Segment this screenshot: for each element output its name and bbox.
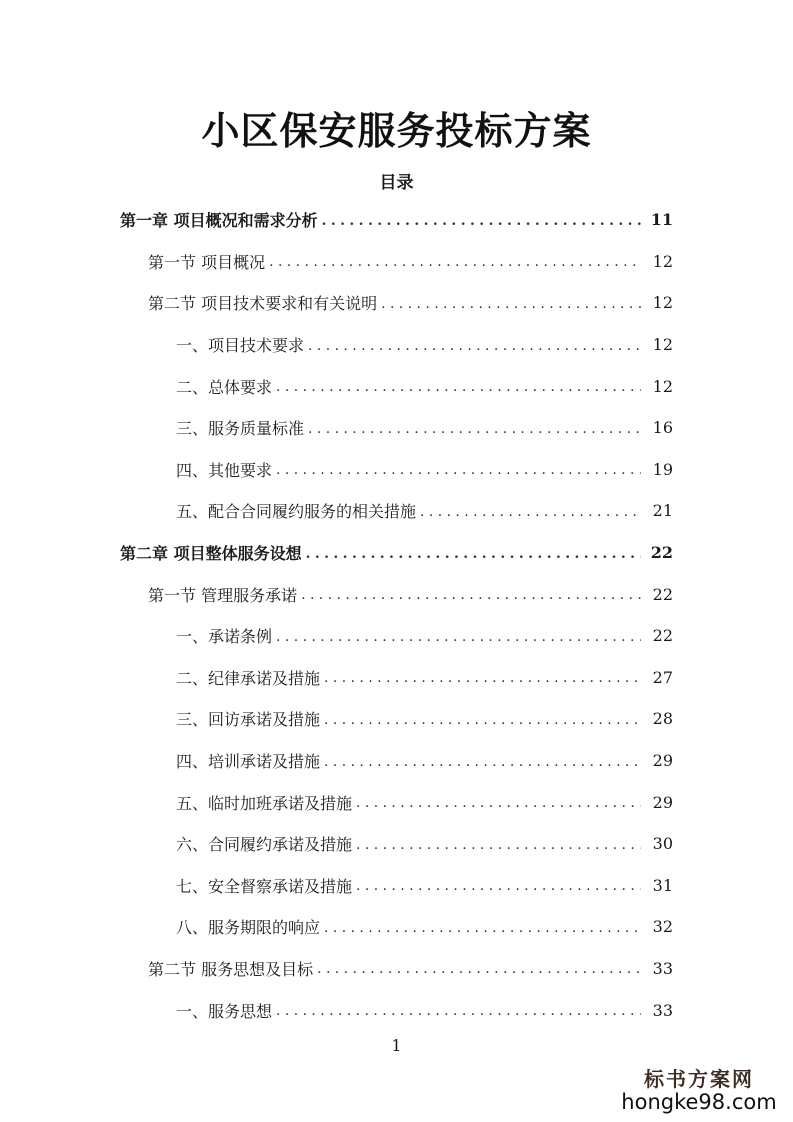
- toc-entry-section[interactable]: [0, 948, 793, 990]
- toc-entry-page: 28: [652, 709, 673, 729]
- toc-entry-page: 16: [652, 418, 673, 438]
- dot-leader: [356, 878, 641, 894]
- toc-entry-page: 30: [652, 834, 673, 854]
- toc-entry-page: 12: [652, 376, 673, 396]
- toc-entry-item[interactable]: [0, 823, 793, 865]
- dot-leader: [420, 504, 641, 520]
- toc-entry-page: 31: [652, 875, 673, 895]
- toc-entry-label: 四、培训承诺及措施: [176, 752, 321, 772]
- toc-entry-page: 12: [652, 251, 673, 271]
- toc-entry-page: 19: [652, 459, 673, 479]
- table-of-contents: [0, 199, 793, 1031]
- dot-leader: [269, 254, 641, 270]
- dot-leader: [276, 462, 641, 478]
- toc-entry-label: 六、合同履约承诺及措施: [176, 835, 353, 855]
- toc-entry-page: 21: [652, 501, 673, 521]
- toc-entry-label: 二、总体要求: [176, 377, 273, 397]
- toc-entry-item[interactable]: [0, 781, 793, 823]
- toc-entry-item[interactable]: [0, 740, 793, 782]
- toc-entry-item[interactable]: [0, 365, 793, 407]
- toc-entry-page: 32: [652, 917, 673, 937]
- toc-entry-page: 12: [652, 293, 673, 313]
- toc-entry-label: 三、回访承诺及措施: [176, 710, 321, 730]
- toc-entry-page: 29: [652, 751, 673, 771]
- toc-entry-item[interactable]: [0, 906, 793, 948]
- toc-entry-label: 第二节 服务思想及目标: [148, 959, 314, 979]
- toc-entry-label: 三、服务质量标准: [176, 419, 305, 439]
- dot-leader: [324, 754, 641, 770]
- toc-entry-page: 27: [652, 667, 673, 687]
- dot-leader: [324, 670, 641, 686]
- toc-entry-item[interactable]: [0, 615, 793, 657]
- toc-entry-label: 五、临时加班承诺及措施: [176, 793, 353, 813]
- toc-entry-page: 22: [650, 543, 673, 563]
- page-number: 1: [391, 1036, 402, 1055]
- toc-entry-label: 八、服务期限的响应: [176, 918, 321, 938]
- toc-entry-label: 一、承诺条例: [176, 627, 273, 647]
- toc-entry-label: 第一节 项目概况: [148, 252, 266, 272]
- dot-leader: [356, 795, 641, 811]
- dot-leader: [356, 837, 641, 853]
- toc-entry-item[interactable]: [0, 865, 793, 907]
- toc-entry-item[interactable]: [0, 657, 793, 699]
- dot-leader: [322, 213, 641, 229]
- dot-leader: [306, 546, 641, 562]
- toc-entry-label: 第一章 项目概况和需求分析: [120, 211, 318, 231]
- toc-entry-page: 33: [652, 958, 673, 978]
- dot-leader: [317, 961, 641, 977]
- toc-entry-label: 第一节 管理服务承诺: [148, 585, 298, 605]
- dot-leader: [308, 338, 641, 354]
- toc-entry-item[interactable]: [0, 324, 793, 366]
- toc-heading: 目录: [379, 173, 414, 193]
- toc-entry-page: 11: [650, 210, 673, 230]
- toc-entry-label: 四、其他要求: [176, 460, 273, 480]
- toc-entry-label: 二、纪律承诺及措施: [176, 668, 321, 688]
- toc-entry-item[interactable]: [0, 698, 793, 740]
- watermark-url: hongke98.com: [621, 1090, 777, 1114]
- toc-entry-item[interactable]: [0, 490, 793, 532]
- toc-entry-label: 七、安全督察承诺及措施: [176, 876, 353, 896]
- toc-entry-section[interactable]: [0, 241, 793, 283]
- toc-entry-page: 29: [652, 792, 673, 812]
- toc-entry-label: 一、项目技术要求: [176, 336, 305, 356]
- dot-leader: [381, 296, 641, 312]
- watermark-name: 标书方案网: [644, 1067, 754, 1091]
- dot-leader: [308, 421, 641, 437]
- document-title: 小区保安服务投标方案: [201, 109, 592, 153]
- toc-entry-label: 第二章 项目整体服务设想: [120, 544, 302, 564]
- toc-entry-label: 一、服务思想: [176, 1001, 273, 1021]
- toc-entry-item[interactable]: [0, 449, 793, 491]
- toc-entry-page: 22: [652, 584, 673, 604]
- toc-entry-item[interactable]: [0, 989, 793, 1031]
- toc-entry-label: 五、配合合同履约服务的相关措施: [176, 502, 417, 522]
- watermark-logo: [619, 1063, 779, 1114]
- toc-entry-item[interactable]: [0, 407, 793, 449]
- toc-entry-page: 33: [652, 1000, 673, 1020]
- dot-leader: [276, 379, 641, 395]
- toc-entry-page: 12: [652, 335, 673, 355]
- toc-entry-section[interactable]: [0, 282, 793, 324]
- dot-leader: [276, 1003, 641, 1019]
- toc-entry-label: 第二节 项目技术要求和有关说明: [148, 294, 378, 314]
- toc-entry-chapter-1[interactable]: [0, 199, 793, 241]
- toc-entry-page: 22: [652, 626, 673, 646]
- toc-entry-section[interactable]: [0, 573, 793, 615]
- dot-leader: [324, 920, 641, 936]
- toc-entry-chapter-2[interactable]: [0, 532, 793, 574]
- dot-leader: [324, 712, 641, 728]
- dot-leader: [276, 629, 641, 645]
- dot-leader: [301, 587, 641, 603]
